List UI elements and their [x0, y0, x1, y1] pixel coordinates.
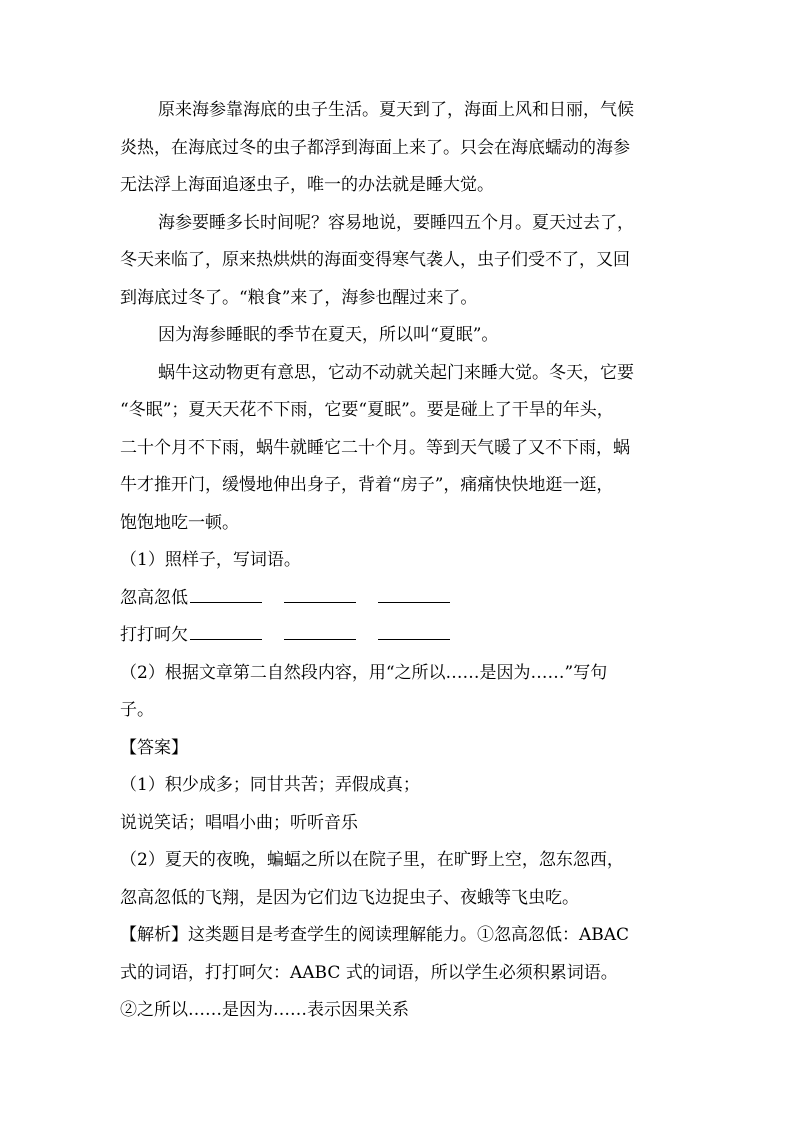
text-line: 二十个月不下雨，蜗牛就睡它二十个月。等到天气暖了又不下雨，蜗 — [120, 437, 630, 458]
passage-paragraph-3 — [120, 317, 680, 355]
answer-line: （1）积少成多；同甘共苦；弄假成真； — [120, 775, 420, 795]
passage-paragraph-2 — [120, 205, 680, 318]
analysis-line: 【解析】这类题目是考查学生的阅读理解能力。①忽高忽低：ABAC — [120, 925, 630, 945]
analysis-section — [120, 917, 680, 1030]
answer-blank[interactable] — [378, 584, 450, 603]
answer-section — [120, 730, 680, 918]
text-line: 蜗牛这动物更有意思，它动不动就关起门来睡大觉。冬天，它要 — [158, 362, 634, 383]
question-1-title: （1）照样子，写词语。 — [120, 550, 301, 570]
question-2-line: 子。 — [120, 700, 154, 720]
answer-line: （2）夏天的夜晚，蝙蝠之所以在院子里，在旷野上空，忽东忽西， — [120, 850, 624, 870]
answer-blank[interactable] — [284, 621, 356, 640]
text-line: 饱饱地吃一顿。 — [120, 512, 239, 533]
question-2-line: （2）根据文章第二自然段内容，用“之所以……是因为……”写句 — [120, 662, 608, 683]
answer-blank[interactable] — [190, 584, 262, 603]
example-word: 打打呵欠 — [120, 625, 188, 645]
answer-heading: 【答案】 — [120, 737, 188, 758]
answer-line: 忽高忽低的飞翔，是因为它们边飞边捉虫子、夜蛾等飞虫吃。 — [120, 887, 579, 908]
text-line: 冬天来临了，原来热烘烘的海面变得寒气袭人，虫子们受不了，又回 — [120, 250, 630, 270]
passage-paragraph-4 — [120, 355, 680, 543]
question-2 — [120, 655, 680, 730]
document-page — [120, 92, 680, 1030]
text-line: 海参要睡多长时间呢？容易地说，要睡四五个月。夏天过去了， — [158, 212, 634, 233]
analysis-line: ②之所以……是因为……表示因果关系 — [120, 1000, 409, 1020]
question-1-row-2 — [120, 617, 680, 655]
text-line: 无法浮上海面追逐虫子，唯一的办法就是睡大觉。 — [120, 175, 494, 195]
passage-paragraph-1 — [120, 92, 680, 205]
text-line: “冬眠”；夏天天花不下雨，它要“夏眠”。要是碰上了干旱的年头， — [120, 400, 614, 420]
text-line: 炎热，在海底过冬的虫子都浮到海面上来了。只会在海底蠕动的海参 — [120, 137, 630, 158]
answer-line: 说说笑话；唱唱小曲；听听音乐 — [120, 812, 358, 833]
analysis-line: 式的词语，打打呵欠：AABC 式的词语，所以学生必须积累词语。 — [120, 962, 618, 983]
answer-blank[interactable] — [190, 621, 262, 640]
text-line: 到海底过冬了。“粮食”来了，海参也醒过来了。 — [120, 287, 478, 308]
answer-blank[interactable] — [378, 621, 450, 640]
question-1 — [120, 542, 680, 655]
text-line: 原来海参靠海底的虫子生活。夏天到了，海面上风和日丽，气候 — [158, 100, 634, 120]
question-1-row-1 — [120, 580, 680, 618]
text-line: 因为海参睡眠的季节在夏天，所以叫“夏眠”。 — [158, 325, 499, 345]
answer-blank[interactable] — [284, 584, 356, 603]
example-word: 忽高忽低 — [120, 587, 188, 608]
text-line: 牛才推开门，缓慢地伸出身子，背着“房子”，痛痛快快地逛一逛， — [120, 475, 614, 495]
